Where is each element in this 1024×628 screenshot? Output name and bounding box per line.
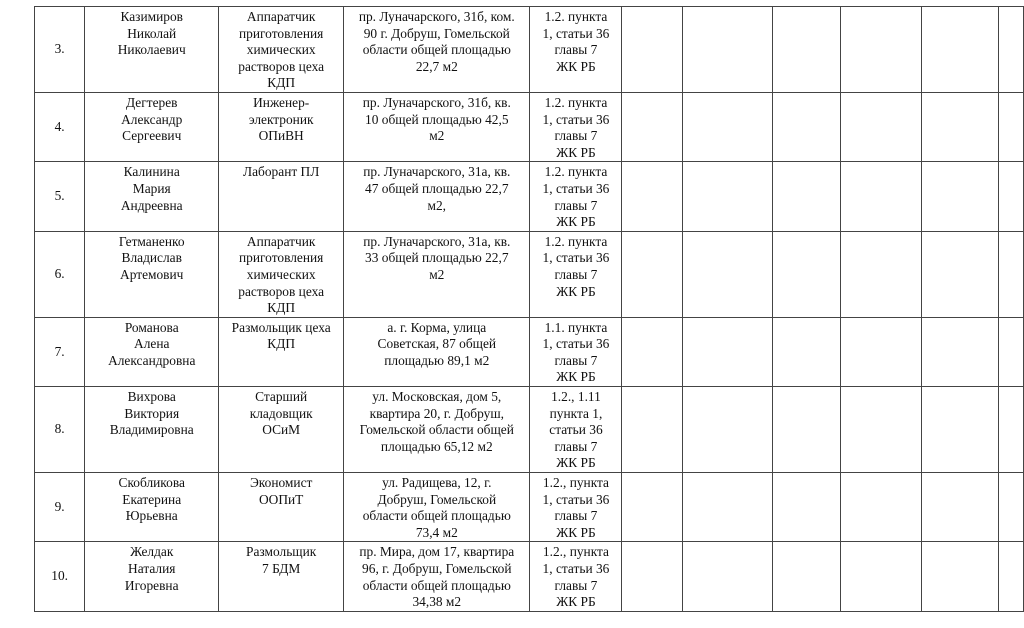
cell-position bbox=[219, 231, 344, 317]
name-line: Александр bbox=[121, 111, 183, 127]
address-line: м2, bbox=[427, 197, 447, 213]
position-line: химических bbox=[246, 42, 316, 58]
row-number: 9. bbox=[35, 473, 85, 542]
name-line: Вихрова bbox=[127, 389, 176, 405]
name-line: Артемович bbox=[120, 266, 184, 282]
cell-name bbox=[85, 542, 219, 611]
basis-line: главы 7 bbox=[554, 128, 598, 144]
table-row bbox=[35, 92, 1024, 161]
name-line: Алена bbox=[134, 336, 170, 352]
address-line: площадью 65,12 м2 bbox=[380, 438, 493, 454]
basis-line: 1.2. пункта bbox=[544, 94, 608, 110]
address-line: 22,7 м2 bbox=[415, 58, 458, 74]
position-line: растворов цеха bbox=[238, 58, 325, 74]
address-line: ул. Радищева, 12, г. bbox=[382, 475, 492, 491]
basis-line: ЖК РБ bbox=[556, 58, 596, 74]
address-line: Гомельской области общей bbox=[359, 422, 514, 438]
empty-cell bbox=[999, 92, 1024, 161]
basis-line: 1.2., пункта bbox=[542, 475, 610, 491]
empty-cell bbox=[682, 162, 772, 231]
empty-cell bbox=[682, 473, 772, 542]
address-line: 34,38 м2 bbox=[412, 594, 462, 610]
cell-address bbox=[344, 7, 530, 93]
name-line: Казимиров bbox=[120, 9, 183, 24]
name-line: Сергеевич bbox=[122, 128, 182, 144]
address-line: Советская, 87 общей bbox=[377, 336, 497, 352]
table-row bbox=[35, 387, 1024, 473]
basis-line: главы 7 bbox=[554, 197, 598, 213]
empty-cell bbox=[622, 317, 682, 386]
empty-cell bbox=[682, 542, 772, 611]
basis-line: 1, статьи 36 bbox=[542, 491, 610, 507]
empty-cell bbox=[622, 162, 682, 231]
address-line: пр. Луначарского, 31б, ком. bbox=[358, 9, 515, 24]
row-number: 6. bbox=[35, 231, 85, 317]
name-line: Виктория bbox=[124, 405, 180, 421]
row-number: 10. bbox=[35, 542, 85, 611]
residents-table bbox=[34, 6, 1024, 612]
empty-cell bbox=[772, 92, 840, 161]
cell-basis bbox=[530, 317, 622, 386]
row-number: 8. bbox=[35, 387, 85, 473]
basis-line: ЖК РБ bbox=[556, 283, 596, 299]
cell-basis bbox=[530, 162, 622, 231]
basis-line: главы 7 bbox=[554, 266, 598, 282]
empty-cell bbox=[922, 7, 999, 93]
empty-cell bbox=[772, 317, 840, 386]
empty-cell bbox=[682, 92, 772, 161]
address-line: области общей площадью bbox=[362, 42, 511, 58]
empty-cell bbox=[922, 542, 999, 611]
empty-cell bbox=[999, 162, 1024, 231]
address-line: м2 bbox=[429, 128, 445, 144]
basis-line: главы 7 bbox=[554, 508, 598, 524]
cell-name bbox=[85, 231, 219, 317]
address-line: 47 общей площадью 22,7 bbox=[365, 180, 509, 196]
cell-basis bbox=[530, 473, 622, 542]
row-number: 7. bbox=[35, 317, 85, 386]
empty-cell bbox=[922, 317, 999, 386]
cell-address bbox=[344, 231, 530, 317]
empty-cell bbox=[772, 7, 840, 93]
cell-address bbox=[344, 92, 530, 161]
empty-cell bbox=[922, 162, 999, 231]
name-line: Дегтерев bbox=[125, 94, 178, 110]
basis-line: ЖК РБ bbox=[556, 144, 596, 160]
basis-line: статьи 36 bbox=[549, 422, 603, 438]
position-line: ООПиТ bbox=[258, 491, 304, 507]
empty-cell bbox=[622, 231, 682, 317]
position-line: КДП bbox=[267, 300, 296, 316]
cell-address bbox=[344, 162, 530, 231]
empty-cell bbox=[841, 92, 922, 161]
basis-line: главы 7 bbox=[554, 577, 598, 593]
position-line: Инженер- bbox=[253, 94, 310, 110]
name-line: Скобликова bbox=[118, 475, 185, 491]
position-line: Экономист bbox=[249, 475, 313, 491]
cell-position bbox=[219, 162, 344, 231]
table-row bbox=[35, 473, 1024, 542]
empty-cell bbox=[999, 473, 1024, 542]
name-line: Александровна bbox=[108, 352, 196, 368]
table-row bbox=[35, 231, 1024, 317]
basis-line: 1, статьи 36 bbox=[542, 111, 610, 127]
basis-line: 1.2. пункта bbox=[544, 233, 608, 249]
basis-line: ЖК РБ bbox=[556, 369, 596, 385]
cell-basis bbox=[530, 92, 622, 161]
position-line: ОСиМ bbox=[262, 422, 301, 438]
name-line: Николай bbox=[127, 25, 177, 41]
address-line: пр. Луначарского, 31а, кв. bbox=[363, 164, 511, 180]
address-line: области общей площадью bbox=[362, 577, 511, 593]
position-line: приготовления bbox=[239, 25, 324, 41]
basis-line: главы 7 bbox=[554, 352, 598, 368]
empty-cell bbox=[682, 231, 772, 317]
cell-name bbox=[85, 317, 219, 386]
cell-position bbox=[219, 473, 344, 542]
basis-line: 1, статьи 36 bbox=[542, 250, 610, 266]
empty-cell bbox=[772, 542, 840, 611]
empty-cell bbox=[622, 387, 682, 473]
empty-cell bbox=[622, 92, 682, 161]
basis-line: 1.2., пункта bbox=[542, 544, 610, 560]
cell-address bbox=[344, 387, 530, 473]
address-line: пр. Мира, дом 17, квартира bbox=[359, 544, 515, 560]
empty-cell bbox=[922, 231, 999, 317]
cell-address bbox=[344, 473, 530, 542]
position-line: растворов цеха bbox=[238, 283, 325, 299]
name-line: Игоревна bbox=[124, 577, 179, 593]
position-line: КДП bbox=[267, 75, 296, 91]
cell-position bbox=[219, 387, 344, 473]
empty-cell bbox=[841, 162, 922, 231]
empty-cell bbox=[841, 7, 922, 93]
address-line: 10 общей площадью 42,5 bbox=[365, 111, 509, 127]
address-line: а. г. Корма, улица bbox=[387, 319, 487, 335]
name-line: Екатерина bbox=[122, 491, 182, 507]
empty-cell bbox=[922, 473, 999, 542]
position-line: Лаборант ПЛ bbox=[243, 164, 320, 180]
name-line: Николаевич bbox=[117, 42, 186, 58]
empty-cell bbox=[841, 387, 922, 473]
empty-cell bbox=[772, 162, 840, 231]
address-line: пр. Луначарского, 31а, кв. bbox=[363, 233, 511, 249]
cell-basis bbox=[530, 387, 622, 473]
position-line: КДП bbox=[267, 336, 296, 352]
basis-line: ЖК РБ bbox=[556, 455, 596, 471]
name-line: Калинина bbox=[123, 164, 180, 180]
row-number: 5. bbox=[35, 162, 85, 231]
basis-line: 1.1. пункта bbox=[544, 319, 608, 335]
address-line: квартира 20, г. Добруш, bbox=[369, 405, 504, 421]
empty-cell bbox=[999, 542, 1024, 611]
basis-line: 1, статьи 36 bbox=[542, 336, 610, 352]
name-line: Владислав bbox=[121, 250, 182, 266]
table-row bbox=[35, 317, 1024, 386]
address-line: 90 г. Добруш, Гомельской bbox=[363, 25, 510, 41]
position-line: Размольщик bbox=[246, 544, 317, 560]
position-line: химических bbox=[246, 266, 316, 282]
empty-cell bbox=[772, 387, 840, 473]
empty-cell bbox=[922, 387, 999, 473]
basis-line: 1.2., 1.11 bbox=[551, 389, 601, 405]
position-line: Аппаратчик bbox=[246, 9, 316, 24]
empty-cell bbox=[841, 317, 922, 386]
cell-name bbox=[85, 7, 219, 93]
cell-basis bbox=[530, 542, 622, 611]
empty-cell bbox=[772, 473, 840, 542]
name-line: Гетманенко bbox=[118, 233, 185, 249]
address-line: м2 bbox=[429, 266, 445, 282]
position-line: Размольщик цеха bbox=[231, 319, 331, 335]
empty-cell bbox=[622, 473, 682, 542]
cell-name bbox=[85, 162, 219, 231]
basis-line: главы 7 bbox=[554, 42, 598, 58]
name-line: Желдак bbox=[130, 544, 174, 560]
cell-name bbox=[85, 92, 219, 161]
row-number: 4. bbox=[35, 92, 85, 161]
empty-cell bbox=[841, 231, 922, 317]
table-body bbox=[35, 7, 1024, 612]
table-row bbox=[35, 542, 1024, 611]
name-line: Юрьевна bbox=[125, 508, 178, 524]
address-line: площадью 89,1 м2 bbox=[384, 352, 490, 368]
cell-basis bbox=[530, 7, 622, 93]
empty-cell bbox=[999, 317, 1024, 386]
cell-basis bbox=[530, 231, 622, 317]
row-number: 3. bbox=[35, 7, 85, 93]
basis-line: пункта 1, bbox=[549, 405, 603, 421]
basis-line: 1, статьи 36 bbox=[542, 25, 610, 41]
basis-line: ЖК РБ bbox=[556, 214, 596, 230]
cell-position bbox=[219, 542, 344, 611]
address-line: области общей площадью bbox=[362, 508, 511, 524]
basis-line: ЖК РБ bbox=[556, 524, 596, 540]
table-row bbox=[35, 7, 1024, 93]
cell-address bbox=[344, 542, 530, 611]
empty-cell bbox=[772, 231, 840, 317]
name-line: Андреевна bbox=[120, 197, 183, 213]
name-line: Романова bbox=[124, 319, 179, 335]
basis-line: 1.2. пункта bbox=[544, 9, 608, 24]
empty-cell bbox=[622, 7, 682, 93]
table-row bbox=[35, 162, 1024, 231]
position-line: электроник bbox=[248, 111, 314, 127]
cell-address bbox=[344, 317, 530, 386]
empty-cell bbox=[841, 473, 922, 542]
empty-cell bbox=[999, 231, 1024, 317]
cell-name bbox=[85, 387, 219, 473]
cell-position bbox=[219, 317, 344, 386]
cell-position bbox=[219, 92, 344, 161]
name-line: Наталия bbox=[128, 561, 176, 576]
address-line: Добруш, Гомельской bbox=[377, 491, 497, 507]
empty-cell bbox=[999, 387, 1024, 473]
basis-line: 1, статьи 36 bbox=[542, 561, 610, 576]
empty-cell bbox=[999, 7, 1024, 93]
basis-line: 1, статьи 36 bbox=[542, 180, 610, 196]
address-line: ул. Московская, дом 5, bbox=[372, 389, 502, 405]
position-line: кладовщик bbox=[249, 405, 313, 421]
empty-cell bbox=[682, 7, 772, 93]
position-line: Старший bbox=[255, 389, 308, 405]
address-line: 73,4 м2 bbox=[415, 524, 458, 540]
name-line: Владимировна bbox=[109, 422, 194, 438]
basis-line: 1.2. пункта bbox=[544, 164, 608, 180]
empty-cell bbox=[922, 92, 999, 161]
basis-line: главы 7 bbox=[554, 438, 598, 454]
empty-cell bbox=[622, 542, 682, 611]
address-line: 96, г. Добруш, Гомельской bbox=[362, 561, 512, 576]
address-line: 33 общей площадью 22,7 bbox=[365, 250, 509, 266]
position-line: приготовления bbox=[239, 250, 324, 266]
position-line: ОПиВН bbox=[258, 128, 304, 144]
cell-name bbox=[85, 473, 219, 542]
position-line: Аппаратчик bbox=[246, 233, 316, 249]
name-line: Мария bbox=[132, 180, 171, 196]
basis-line: ЖК РБ bbox=[556, 594, 596, 610]
empty-cell bbox=[682, 387, 772, 473]
address-line: пр. Луначарского, 31б, кв. bbox=[362, 94, 511, 110]
position-line: 7 БДМ bbox=[262, 561, 301, 576]
empty-cell bbox=[682, 317, 772, 386]
empty-cell bbox=[841, 542, 922, 611]
cell-position bbox=[219, 7, 344, 93]
